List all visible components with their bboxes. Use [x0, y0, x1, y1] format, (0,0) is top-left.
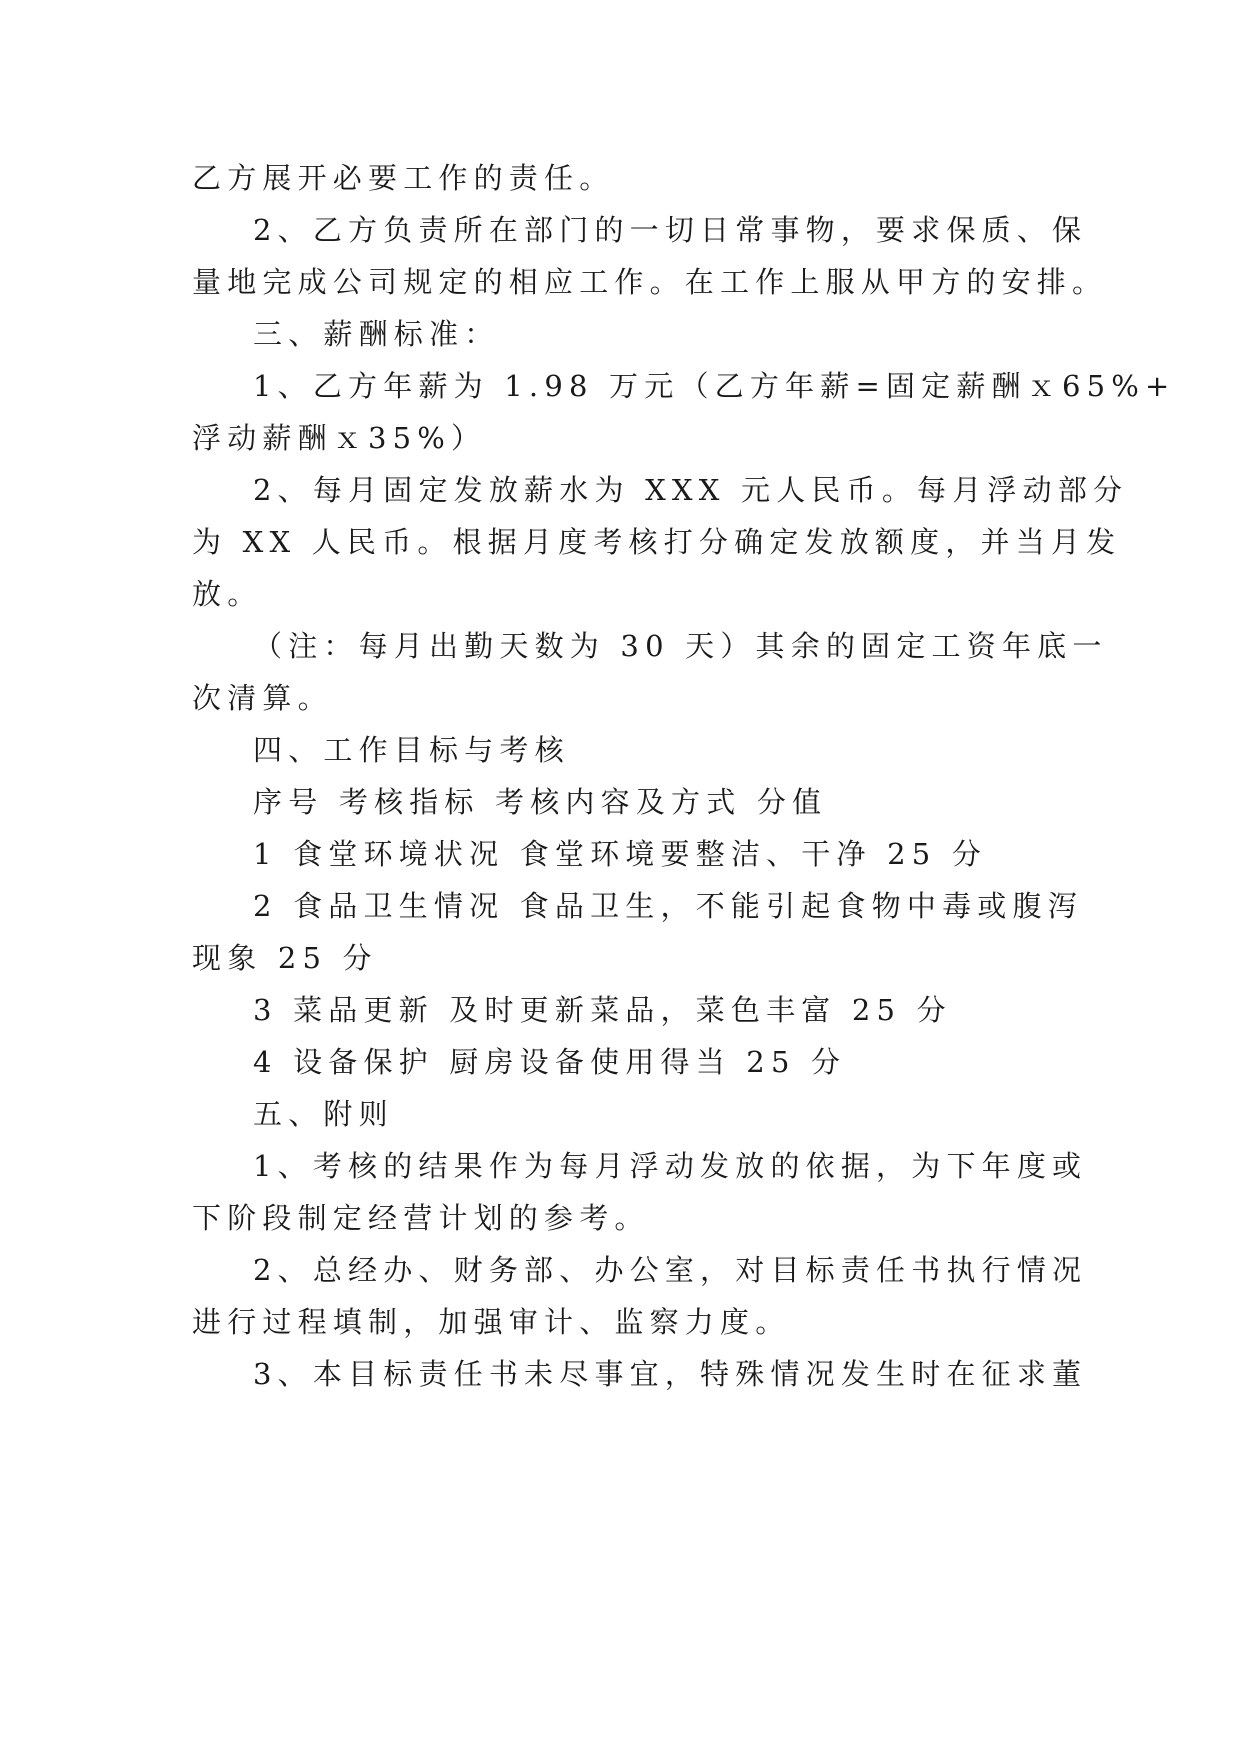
text-line: 浮动薪酬ｘ35%）	[192, 421, 487, 455]
text-line: 量地完成公司规定的相应工作。在工作上服从甲方的安排。	[192, 265, 1108, 299]
text-line: 1、考核的结果作为每月浮动发放的依据，为下年度或	[253, 1149, 1088, 1183]
table-header-row: 序号 考核指标 考核内容及方式 分值	[253, 785, 828, 819]
text-line: 1、乙方年薪为 1.98 万元（乙方年薪=固定薪酬ｘ65%+	[253, 369, 1176, 403]
text-line: 2、乙方负责所在部门的一切日常事物，要求保质、保	[253, 213, 1088, 247]
text-line: 进行过程填制，加强审计、监察力度。	[192, 1305, 791, 1339]
section-heading: 四、工作目标与考核	[253, 733, 570, 767]
text-line: 3、本目标责任书未尽事宜，特殊情况发生时在征求董	[253, 1357, 1088, 1391]
text-line: 乙方展开必要工作的责任。	[192, 161, 615, 195]
text-line: 放。	[192, 577, 263, 611]
table-row-continuation: 现象 25 分	[192, 941, 378, 975]
section-heading: 五、附则	[253, 1097, 394, 1131]
section-heading: 三、薪酬标准：	[253, 317, 500, 351]
text-line: 次清算。	[192, 681, 333, 715]
table-row: 1 食堂环境状况 食堂环境要整洁、干净 25 分	[253, 837, 988, 871]
table-row: 2 食品卫生情况 食品卫生，不能引起食物中毒或腹泻	[253, 889, 1083, 923]
table-row: 3 菜品更新 及时更新菜品，菜色丰富 25 分	[253, 993, 952, 1027]
text-line: 2、每月固定发放薪水为 XXX 元人民币。每月浮动部分	[253, 473, 1129, 507]
text-line: 下阶段制定经营计划的参考。	[192, 1201, 650, 1235]
table-row: 4 设备保护 厨房设备使用得当 25 分	[253, 1045, 847, 1079]
text-line: 2、总经办、财务部、办公室，对目标责任书执行情况	[253, 1253, 1088, 1287]
text-line: 为 XX 人民币。根据月度考核打分确定发放额度，并当月发	[192, 525, 1122, 559]
text-line: （注：每月出勤天数为 30 天）其余的固定工资年底一	[253, 629, 1108, 663]
